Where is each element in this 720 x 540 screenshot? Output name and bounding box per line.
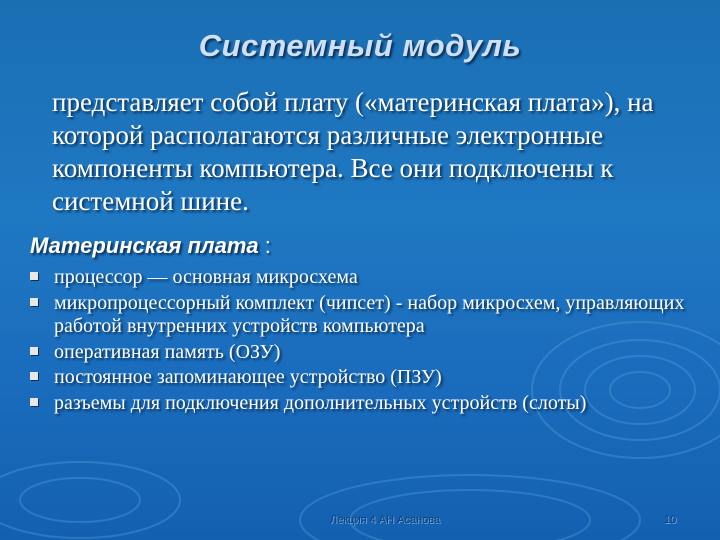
- list-item: [30, 292, 710, 339]
- square-bullet-icon: [30, 372, 38, 380]
- square-bullet-icon: [30, 298, 38, 306]
- list-item-text: процессор — основная микросхема: [54, 266, 358, 288]
- list-item: [30, 366, 710, 390]
- square-bullet-icon: [30, 347, 38, 355]
- list-item: [30, 266, 710, 290]
- list-item: [30, 392, 710, 416]
- list-item: [30, 341, 710, 365]
- section-heading: [30, 233, 710, 259]
- slide-title: Системный модуль: [198, 28, 522, 63]
- square-bullet-icon: [30, 398, 38, 406]
- intro-paragraph: представляет собой плату («материнская плата»), на которой располагаются различные электронные компоненты компьютера. Все они подключены к системной шине.: [52, 87, 654, 216]
- list-item-text: микропроцессорный комплект (чипсет) - набор микросхем, управляющих работой внутренних устройств компьютера: [54, 291, 685, 337]
- page-number: 10: [664, 514, 677, 526]
- list-item-text: постоянное запоминающее устройство (ПЗУ): [54, 366, 442, 388]
- list-item-text: оперативная память (ОЗУ): [54, 340, 281, 363]
- square-bullet-icon: [30, 272, 38, 280]
- section-heading-text: Материнская плата: [30, 233, 259, 258]
- list-item-text: разъемы для подключения дополнительных устройств (слоты): [54, 391, 587, 414]
- component-list: [30, 266, 710, 415]
- slide-footer: Лекция 4 АН Асанова: [330, 514, 441, 526]
- section-heading-colon: :: [258, 233, 271, 258]
- motherboard-section: [30, 233, 710, 417]
